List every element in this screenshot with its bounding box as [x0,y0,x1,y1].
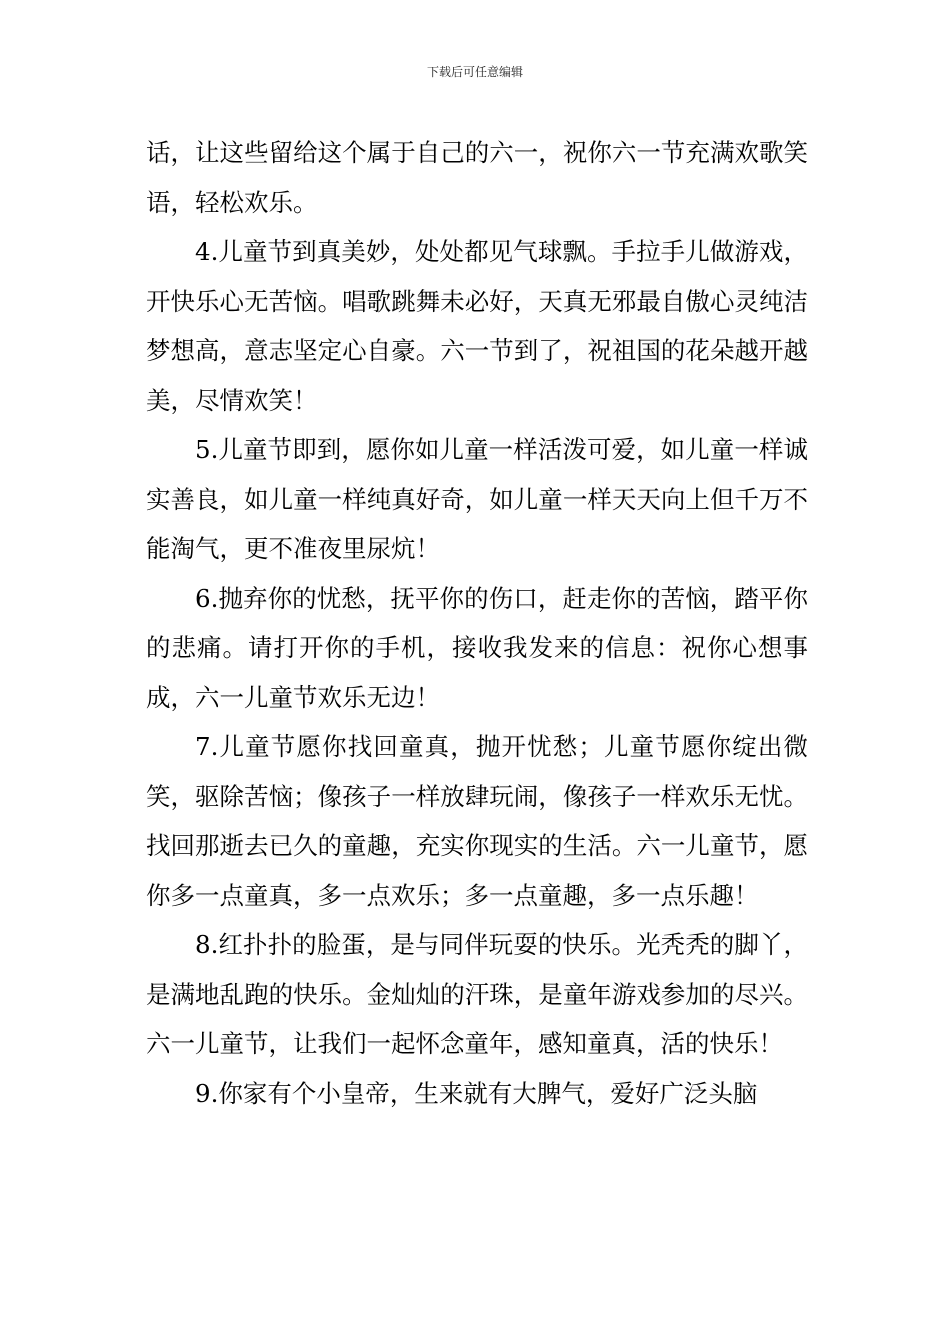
paragraph-item-5: 5.儿童节即到，愿你如儿童一样活泼可爱，如儿童一样诚实善良，如儿童一样纯真好奇，如儿童一样天天向上但千万不能淘气，更不准夜里尿炕！ [146,435,808,563]
paragraph-item-9: 9.你家有个小皇帝，生来就有大脾气，爱好广泛头脑 [195,1078,758,1108]
page-header: 下载后可任意编辑 [426,65,523,79]
document-body [146,128,808,1118]
paragraph-continuation: 话，让这些留给这个属于自己的六一，祝你六一节充满欢歌笑语，轻松欢乐。 [146,138,808,217]
paragraph-item-4: 4.儿童节到真美妙，处处都见气球飘。手拉手儿做游戏，开快乐心无苦恼。唱歌跳舞未必好，天真无邪最自傲心灵纯洁梦想高，意志坚定心自豪。六一节到了，祝祖国的花朵越开越美，尽情欢笑！ [146,237,808,415]
paragraph-item-8: 8.红扑扑的脸蛋，是与同伴玩耍的快乐。光秃秃的脚丫，是满地乱跑的快乐。金灿灿的汗珠，是童年游戏参加的尽兴。六一儿童节，让我们一起怀念童年，感知童真，活的快乐！ [146,930,808,1058]
paragraph-item-6: 6.抛弃你的忧愁，抚平你的伤口，赶走你的苦恼，踏平你的悲痛。请打开你的手机，接收我发来的信息：祝你心想事成，六一儿童节欢乐无边！ [146,583,808,712]
paragraph-item-7: 7.儿童节愿你找回童真，抛开忧愁；儿童节愿你绽出微笑，驱除苦恼；像孩子一样放肆玩闹，像孩子一样欢乐无忧。找回那逝去已久的童趣，充实你现实的生活。六一儿童节，愿你多一点童真，多一点欢乐；多一点童趣，多一点乐趣！ [146,732,808,910]
